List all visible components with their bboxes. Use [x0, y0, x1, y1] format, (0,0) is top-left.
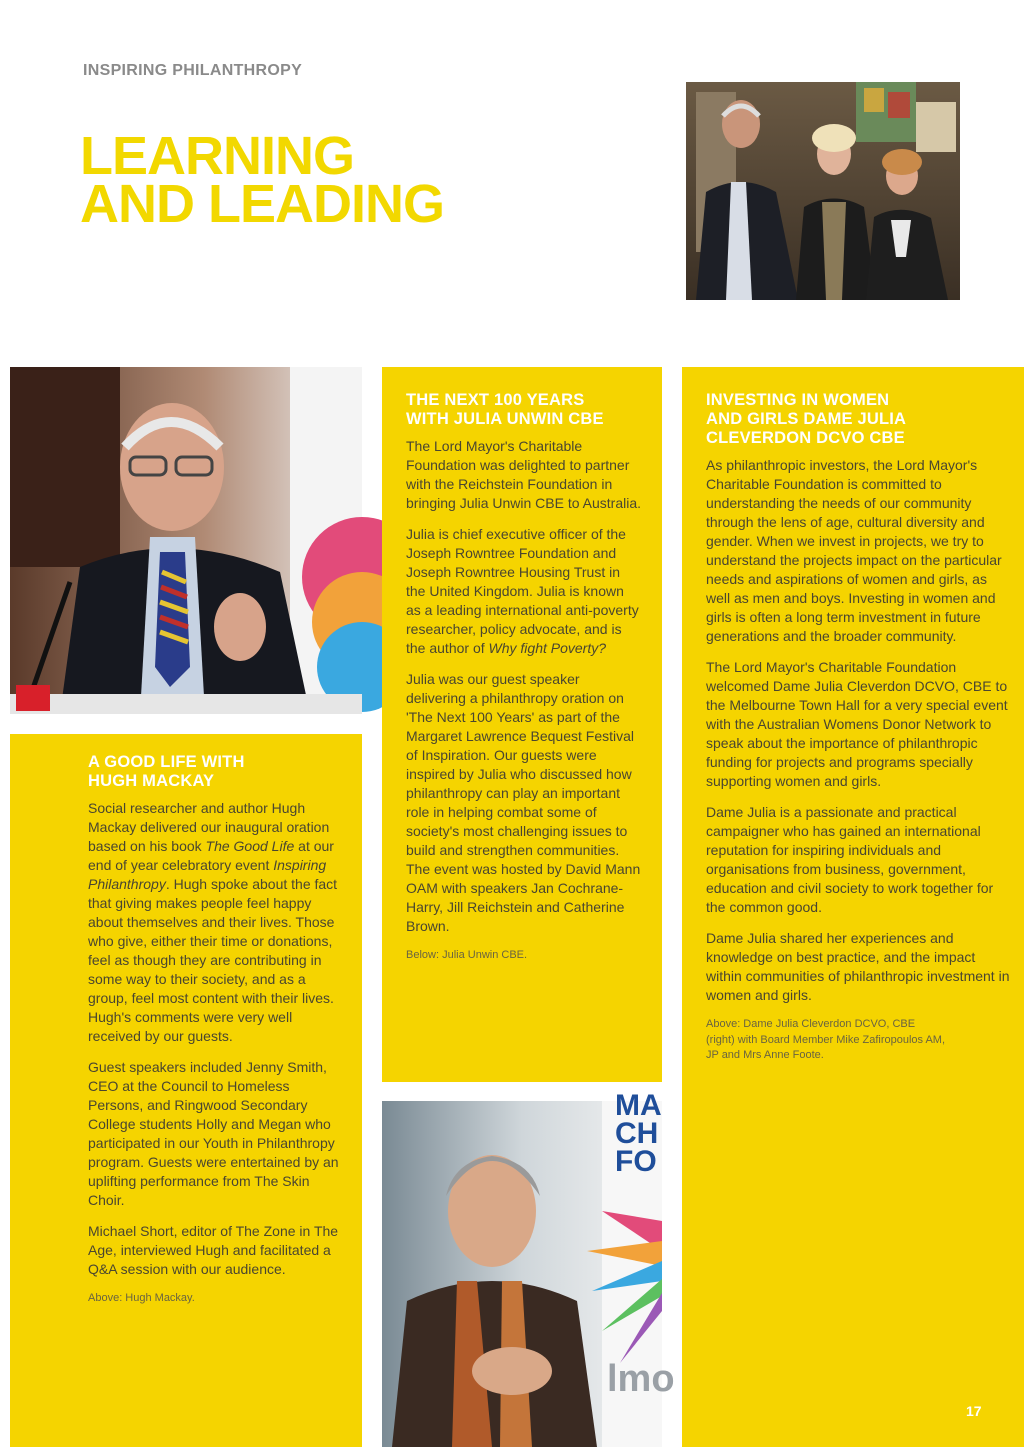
- julia-cleverdon-heading: [706, 391, 1010, 448]
- group-photo: [686, 82, 960, 300]
- p2-part-a: Julia is chief executive officer of the Joseph Rowntree Foundation and Joseph Rowntree Housing Trust in the United Kingdom. Julia is known as a leading international anti-poverty researcher, policy advocate, and is the author of: [406, 526, 639, 656]
- book-title: The Good Life: [205, 838, 295, 854]
- hugh-mackay-paragraph-2: Guest speakers included Jenny Smith, CEO at the Council to Homeless Persons, and Ringwood Secondary College students Holly and Megan who participated in our Youth in Philanthropy program. Guests were entertained by an uplifting performance from The Skin Choir.: [88, 1059, 339, 1208]
- julia-unwin-article: [382, 367, 662, 1082]
- page-title-line-1: LEARNING: [80, 126, 354, 186]
- julia-unwin-heading: [406, 391, 642, 429]
- page-title-line-2: AND LEADING: [80, 174, 444, 234]
- p1-part-b: at our end of year celebratory event: [88, 838, 334, 873]
- p1-part-c: . Hugh spoke about the fact that giving makes people feel happy about themselves and their lives. Those who give, either their time or donations, feel as though they are contributing in some way to their society, and as a group, feel most content with their lives. Hugh's comments were very well received by our guests.: [88, 876, 338, 1044]
- julia-cleverdon-caption: Above: Dame Julia Cleverdon DCVO, CBE (right) with Board Member Mike Zafiropoulos AM, JP and Mrs Anne Foote.: [706, 1018, 946, 1061]
- julia-cleverdon-heading-line-2: AND GIRLS DAME JULIA: [706, 410, 907, 428]
- julia-unwin-caption: Below: Julia Unwin CBE.: [406, 949, 528, 961]
- julia-cleverdon-paragraph-1: As philanthropic investors, the Lord Mayor's Charitable Foundation is committed to understanding the needs of our community through the lens of age, cultural diversity and gender. When we invest in projects, we try to understand the projects impact on the particular needs and aspirations of women and girls, as well as men and boys. Investing in women and girls is often a long term investment in future generations and the broader community.: [706, 457, 1002, 644]
- julia-cleverdon-paragraph-4: Dame Julia shared her experiences and knowledge on best practice, and the impact within communities of philanthropic investment in women and girls.: [706, 930, 1010, 1003]
- julia-cleverdon-heading-line-1: INVESTING IN WOMEN: [706, 391, 890, 409]
- julia-unwin-paragraph-1: The Lord Mayor's Charitable Foundation was delighted to partner with the Reichstein Foundation in bringing Julia Unwin CBE to Australia.: [406, 438, 642, 511]
- hugh-mackay-heading-line-2: HUGH MACKAY: [88, 772, 215, 790]
- julia-unwin-paragraph-2: [406, 525, 642, 658]
- section-kicker: INSPIRING PHILANTHROPY: [83, 62, 303, 79]
- hugh-mackay-caption: Above: Hugh Mackay.: [88, 1292, 195, 1304]
- julia-unwin-heading-line-1: THE NEXT 100 YEARS: [406, 391, 585, 409]
- book-title: Why fight Poverty?: [488, 640, 607, 656]
- julia-unwin-illustration: [382, 1089, 675, 1447]
- julia-unwin-photo: [382, 1089, 675, 1447]
- julia-cleverdon-heading-line-3: CLEVERDON DCVO CBE: [706, 429, 905, 447]
- hugh-mackay-paragraph-3: Michael Short, editor of The Zone in The Age, interviewed Hugh and facilitated a Q&A session with our audience.: [88, 1223, 339, 1277]
- hugh-mackay-paragraph-1: [88, 799, 346, 1046]
- julia-cleverdon-paragraph-2: The Lord Mayor's Charitable Foundation welcomed Dame Julia Cleverdon DCVO, CBE to the Melbourne Town Hall for a very special event with the Australian Womens Donor Network to speak about the importance of philanthropic funding for projects and programs specially supporting women and girls.: [706, 659, 1008, 789]
- julia-cleverdon-article: [682, 367, 1024, 1447]
- hugh-mackay-illustration: [10, 367, 362, 714]
- page-number: 17: [966, 1403, 982, 1419]
- page-title: [80, 126, 444, 234]
- backdrop-text-bottom: lmo: [607, 1358, 675, 1400]
- julia-cleverdon-paragraph-3: Dame Julia is a passionate and practical campaigner who has gained an international reputation for inspiring individuals and organisations from business, government, education and civil society to work together for the common good.: [706, 804, 994, 915]
- julia-unwin-paragraph-3: Julia was our guest speaker delivering a philanthropy oration on 'The Next 100 Years' as part of the Margaret Lawrence Bequest Festival of Inspiration. Our guests were inspired by Julia who discussed how philanthropy can play an important role in helping combat some of society's most challenging issues to build and strengthen communities. The event was hosted by David Mann OAM with speakers Jan Cochrane-Harry, Jill Reichstein and Catherine Brown.: [406, 671, 641, 934]
- hugh-mackay-heading: [88, 753, 346, 791]
- hugh-mackay-photo: [10, 367, 362, 714]
- event-title: Inspiring Philanthropy: [88, 857, 327, 892]
- backdrop-text-line-2: CH: [615, 1117, 659, 1150]
- backdrop-text-line-1: MA: [615, 1089, 662, 1122]
- p1-part-a: Social researcher and author Hugh Mackay delivered our inaugural oration based on his book: [88, 800, 330, 854]
- group-photo-illustration: [686, 82, 960, 300]
- hugh-mackay-heading-line-1: A GOOD LIFE WITH: [88, 753, 245, 771]
- backdrop-text-line-3: FO: [615, 1145, 657, 1178]
- hugh-mackay-article: [10, 734, 362, 1447]
- julia-unwin-heading-line-2: WITH JULIA UNWIN CBE: [406, 410, 604, 428]
